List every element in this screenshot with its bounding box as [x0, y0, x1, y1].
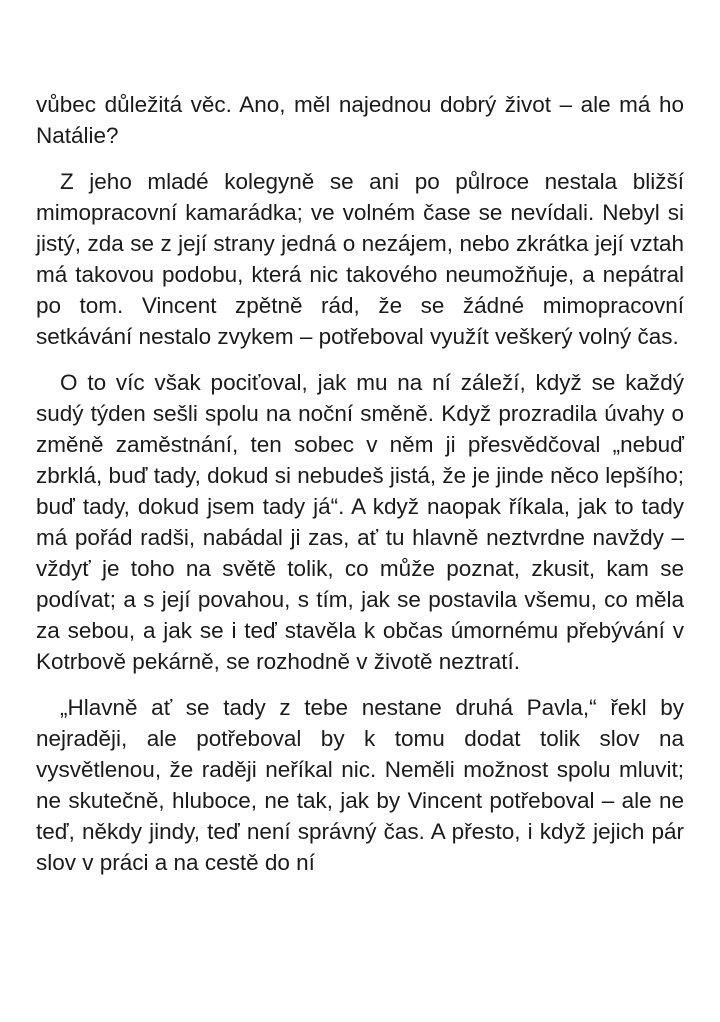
- paragraph-4: „Hlavně ať se tady z tebe nestane druhá Pavla,“ řekl by nejraději, ale potřeboval by k tomu dodat tolik slov na vysvětlenou, že raději neříkal nic. Neměli možnost spolu mluvit; ne skutečně, hluboce, ne tak, jak by Vincent potřeboval – ale ne teď, někdy jindy, teď není správný čas. A přesto, i když jejich pár slov v práci a na cestě do ní: [36, 695, 684, 875]
- paragraph-1: vůbec důležitá věc. Ano, měl najednou dobrý život – ale má ho Natálie?: [36, 92, 684, 148]
- paragraph-2: Z jeho mladé kolegyně se ani po půlroce nestala bližší mimopracovní kamarádka; ve volném čase se nevídali. Nebyl si jistý, zda se z její strany jedná o nezájem, nebo zkrátka její vztah má takovou podobu, která nic takového neumožňuje, a nepátral po tom. Vincent zpětně rád, že se žádné mimopracovní setkávání nestalo zvykem – potřeboval využít veškerý volný čas.: [36, 169, 684, 349]
- paragraph-3: O to víc však pociťoval, jak mu na ní záleží, když se každý sudý týden sešli spolu na noční směně. Když prozradila úvahy o změně zaměstnání, ten sobec v něm ji přesvědčoval „nebuď zbrklá, buď tady, dokud si nebudeš jistá, že je jinde něco lepšího; buď tady, dokud jsem tady já“. A když naopak říkala, jak to tady má pořád radši, nabádal ji zas, ať tu hlavně neztvrdne navždy – vždyť je toho na světě tolik, co může poznat, zkusit, kam se podívat; a s její povahou, s tím, jak se postavila všemu, co měla za sebou, a jak se i teď stavěla k občas úmornému přebývání v Kotrbově pekárně, se rozhodně v životě neztratí.: [36, 370, 684, 674]
- body-text: [36, 89, 684, 878]
